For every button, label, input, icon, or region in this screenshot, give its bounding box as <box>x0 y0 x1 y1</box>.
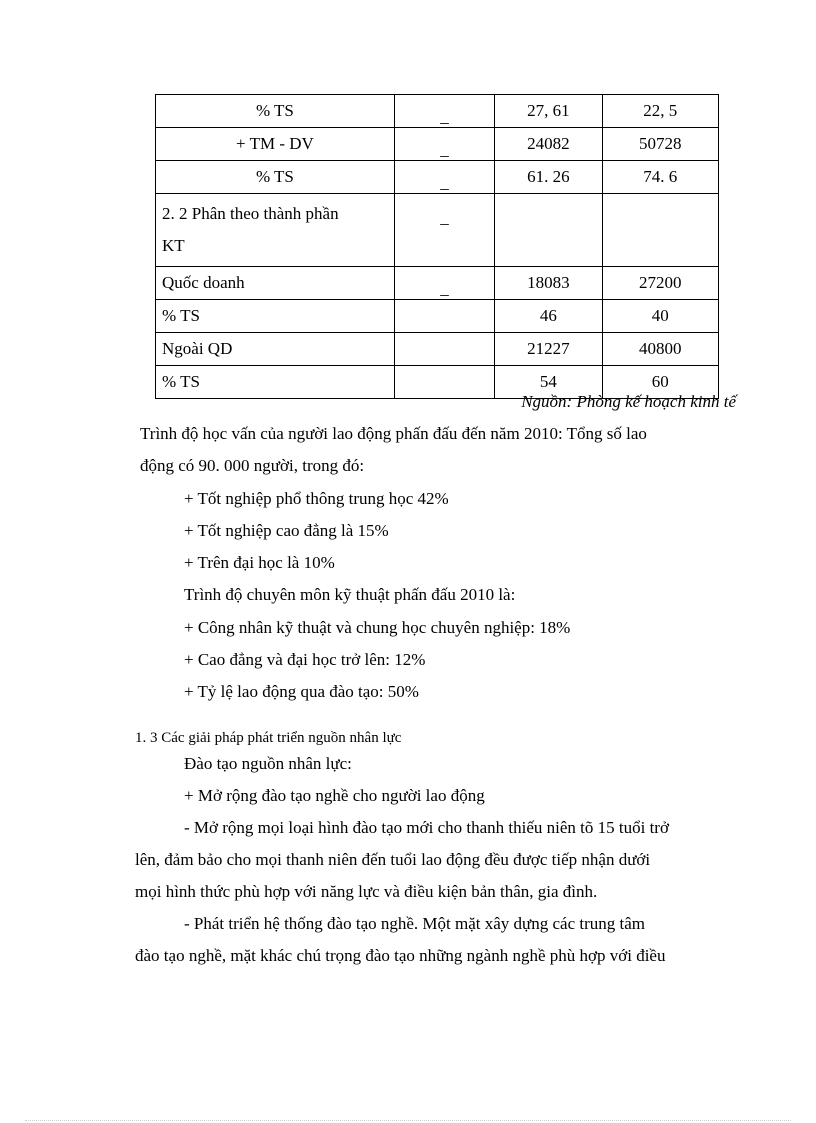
cell-value: 22, 5 <box>602 95 718 128</box>
row-label: Ngoài QD <box>156 333 395 366</box>
paragraph-line: Đào tạo nguồn nhân lực: <box>184 754 352 773</box>
table-row <box>156 267 719 300</box>
page-bottom-rule <box>25 1120 791 1121</box>
cell-value <box>602 194 718 267</box>
cell-value: 74. 6 <box>602 161 718 194</box>
paragraph-line: mọi hình thức phù hợp với năng lực và điều kiện bản thân, gia đình. <box>135 882 598 901</box>
section-heading: 1. 3 Các giải pháp phát triển nguồn nhân lực <box>135 730 402 746</box>
cell-value: 40 <box>602 300 718 333</box>
row-label-line: 2. 2 Phân theo thành phần <box>162 204 339 223</box>
table-row <box>156 333 719 366</box>
cell-value <box>394 300 494 333</box>
cell-value: 61. 26 <box>495 161 602 194</box>
paragraph-line: đào tạo nghề, mặt khác chú trọng đào tạo những ngành nghề phù hợp với điều <box>135 946 666 965</box>
paragraph-line: Trình độ học vấn của người lao động phấn đấu đến năm 2010: Tổng số lao <box>140 424 647 443</box>
cell-value: 50728 <box>602 128 718 161</box>
bullet-item: + Tốt nghiệp phổ thông trung học 42% <box>184 489 449 508</box>
paragraph-line: lên, đảm bảo cho mọi thanh niên đến tuổi lao động đều được tiếp nhận dưới <box>135 850 651 869</box>
source-note: Nguồn: Phòng kế hoạch kinh tế <box>521 392 736 411</box>
bullet-item: + Tốt nghiệp cao đẳng là 15% <box>184 521 389 540</box>
paragraph-line: Trình độ chuyên môn kỹ thuật phấn đấu 2010 là: <box>184 585 516 604</box>
row-label <box>156 194 395 267</box>
dash-mark: _ <box>440 140 449 159</box>
table-row <box>156 95 719 128</box>
row-label: % TS <box>156 161 395 194</box>
cell-value: 18083 <box>495 267 602 300</box>
cell-value: 27200 <box>602 267 718 300</box>
cell-value: 27, 61 <box>495 95 602 128</box>
row-label: % TS <box>156 300 395 333</box>
paragraph-line: - Phát triển hệ thống đào tạo nghề. Một mặt xây dựng các trung tâm <box>184 914 646 933</box>
cell-value: 46 <box>495 300 602 333</box>
row-label: % TS <box>156 95 395 128</box>
dash-mark: _ <box>440 208 449 227</box>
table-row <box>156 300 719 333</box>
table-row <box>156 161 719 194</box>
cell-value: 24082 <box>495 128 602 161</box>
bullet-item: + Mở rộng đào tạo nghề cho người lao động <box>184 786 485 805</box>
labor-statistics-table <box>155 94 719 399</box>
dash-mark: _ <box>440 173 449 192</box>
row-label: Quốc doanh <box>156 267 395 300</box>
table-row <box>156 194 719 267</box>
table-row <box>156 128 719 161</box>
dash-mark: _ <box>440 279 449 298</box>
dash-mark: _ <box>440 107 449 126</box>
paragraph-line: - Mở rộng mọi loại hình đào tạo mới cho thanh thiếu niên tõ 15 tuổi trở <box>184 818 669 837</box>
bullet-item: + Công nhân kỹ thuật và chung học chuyên nghiệp: 18% <box>184 618 571 637</box>
cell-value: 40800 <box>602 333 718 366</box>
row-label-line: KT <box>162 236 185 255</box>
paragraph-line: động có 90. 000 người, trong đó: <box>140 456 365 475</box>
bullet-item: + Tỷ lệ lao động qua đào tạo: 50% <box>184 682 419 701</box>
cell-value: 54 <box>495 366 602 399</box>
cell-value <box>394 333 494 366</box>
cell-value: 21227 <box>495 333 602 366</box>
bullet-item: + Cao đẳng và đại học trở lên: 12% <box>184 650 426 669</box>
row-label: % TS <box>156 366 395 399</box>
row-label: + TM - DV <box>156 128 395 161</box>
cell-value: 60 <box>602 366 718 399</box>
cell-value <box>495 194 602 267</box>
bullet-item: + Trên đại học là 10% <box>184 553 335 572</box>
